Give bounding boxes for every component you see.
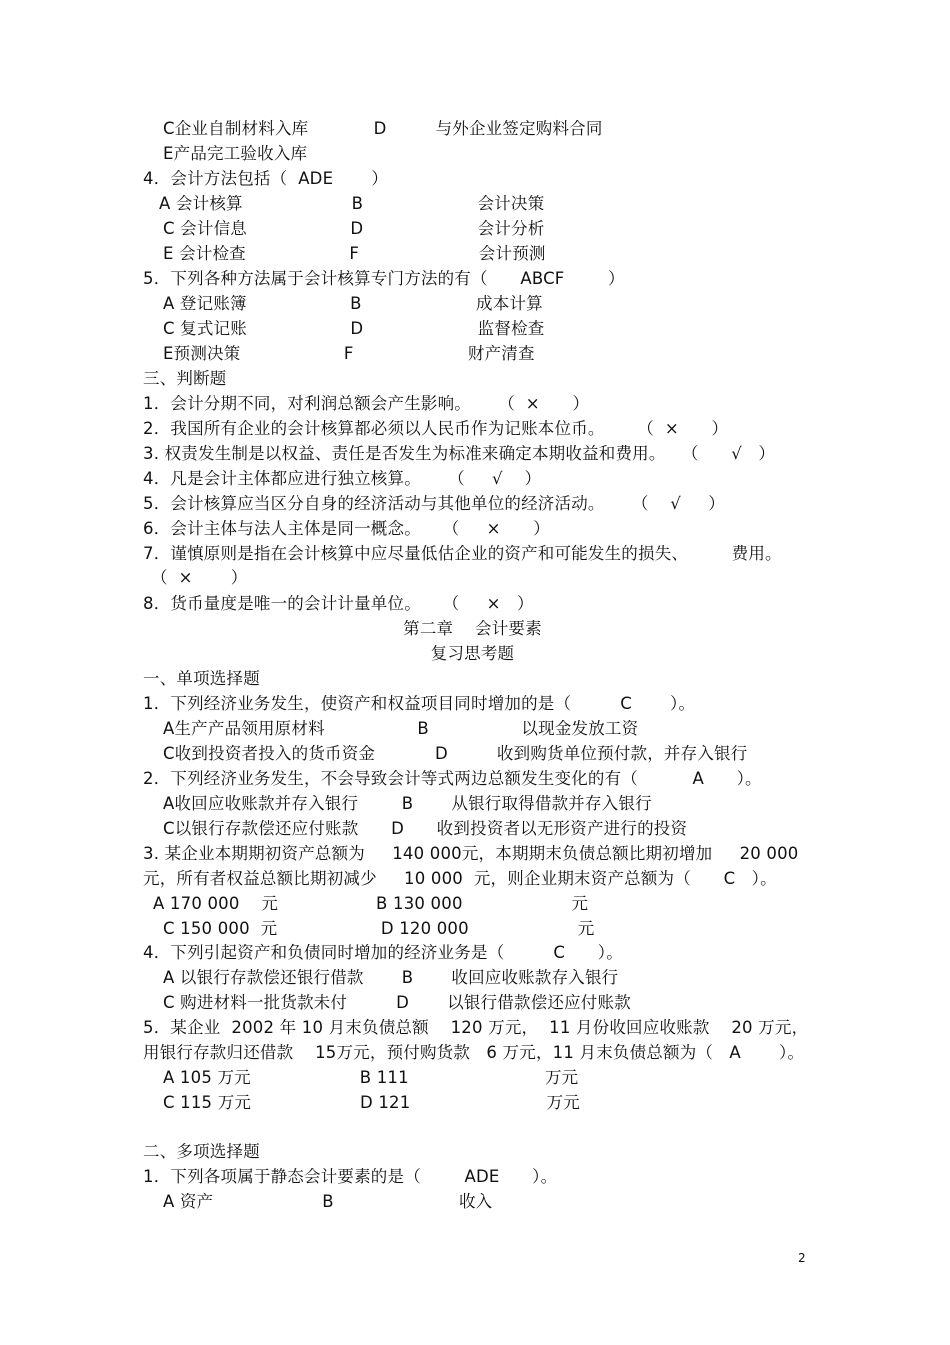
chapter-subtitle: 复习思考题 <box>430 644 515 663</box>
text-line: 5．会计核算应当区分自身的经济活动与其他单位的经济活动。 （ √ ） <box>143 494 725 513</box>
text-line: 2．我国所有企业的会计核算都必须以人民币作为记账本位币。 （ × ） <box>143 419 729 438</box>
text-line: 4．凡是会计主体都应进行独立核算。 （ √ ） <box>143 469 542 488</box>
text-line: 8．货币量度是唯一的会计计量单位。 （ × ） <box>143 594 534 613</box>
text-line: 7．谨慎原则是指在会计核算中应尽量低估企业的资产和可能发生的损失、 费用。 <box>143 544 782 563</box>
text-line: C收到投资者投入的货币资金 D 收到购货单位预付款，并存入银行 <box>163 744 748 763</box>
text-line: 5．下列各种方法属于会计核算专门方法的有（ ABCF ） <box>143 269 625 288</box>
section-heading: 一、单项选择题 <box>143 669 260 688</box>
text-line: 2．下列经济业务发生，不会导致会计等式两边总额发生变化的有（ A ）。 <box>143 769 762 788</box>
text-line: 4．下列引起资产和负债同时增加的经济业务是（ C ）。 <box>143 943 623 962</box>
text-line: A 170 000 元 B 130 000 元 <box>153 894 589 913</box>
text-line: 3. 权责发生制是以权益、责任是否发生为标准来确定本期收益和费用。 （ √ ） <box>143 444 776 463</box>
text-line: C以银行存款偿还应付账款 D 收到投资者以无形资产进行的投资 <box>163 819 688 838</box>
text-line: 3. 某企业本期期初资产总额为 140 000元，本期期末负债总额比期初增加 20 000 <box>143 844 799 863</box>
text-line: C企业自制材料入库 D 与外企业签定购料合同 <box>163 119 603 138</box>
section-heading: 二、多项选择题 <box>143 1142 260 1161</box>
text-line: A 资产 B 收入 <box>163 1192 493 1211</box>
text-line: 4．会计方法包括（ ADE ） <box>143 169 389 188</box>
text-line: A 105 万元 B 111 万元 <box>163 1068 579 1087</box>
text-line: 6．会计主体与法人主体是同一概念。 （ × ） <box>143 519 550 538</box>
text-line: E预测决策 F 财产清查 <box>163 344 535 363</box>
text-line: 用银行存款归还借款 15万元，预付购货款 6 万元，11 月末负债总额为（ A ）。 <box>143 1043 805 1062</box>
text-line: A 以银行存款偿还银行借款 B 收回应收账款存入银行 <box>163 968 619 987</box>
text-line: E 会计检查 F 会计预测 <box>163 244 546 263</box>
text-line: 1．会计分期不同，对利润总额会产生影响。 （ × ） <box>143 394 590 413</box>
text-line: C 复式记账 D 监督检查 <box>163 319 545 338</box>
page-number: 2 <box>798 1251 806 1265</box>
text-line: A收回应收账款并存入银行 B 从银行取得借款并存入银行 <box>163 794 652 813</box>
text-line: C 115 万元 D 121 万元 <box>163 1093 580 1112</box>
text-line: C 购进材料一批货款未付 D 以银行借款偿还应付账款 <box>163 993 631 1012</box>
text-line: 元，所有者权益总额比期初减少 10 000 元，则企业期末资产总额为（ C ）。 <box>143 869 777 888</box>
text-line: 1．下列经济业务发生，使资产和权益项目同时增加的是（ C ）。 <box>143 694 696 713</box>
text-line: C 会计信息 D 会计分析 <box>163 219 545 238</box>
chapter-title: 第二章 会计要素 <box>403 619 542 638</box>
text-line: A 登记账簿 B 成本计算 <box>163 294 543 313</box>
text-line: A生产产品领用原材料 B 以现金发放工资 <box>163 719 639 738</box>
text-line: E产品完工验收入库 <box>163 144 308 163</box>
text-line: 1．下列各项属于静态会计要素的是（ ADE ）。 <box>143 1167 558 1186</box>
section-heading: 三、判断题 <box>143 369 227 388</box>
text-line: 5．某企业 2002 年 10 月末负债总额 120 万元， 11 月份收回应收账款 20 万元， <box>143 1018 809 1037</box>
text-line: （ × ） <box>151 568 248 587</box>
text-line: C 150 000 元 D 120 000 元 <box>163 919 595 938</box>
text-line: A 会计核算 B 会计决策 <box>159 194 545 213</box>
